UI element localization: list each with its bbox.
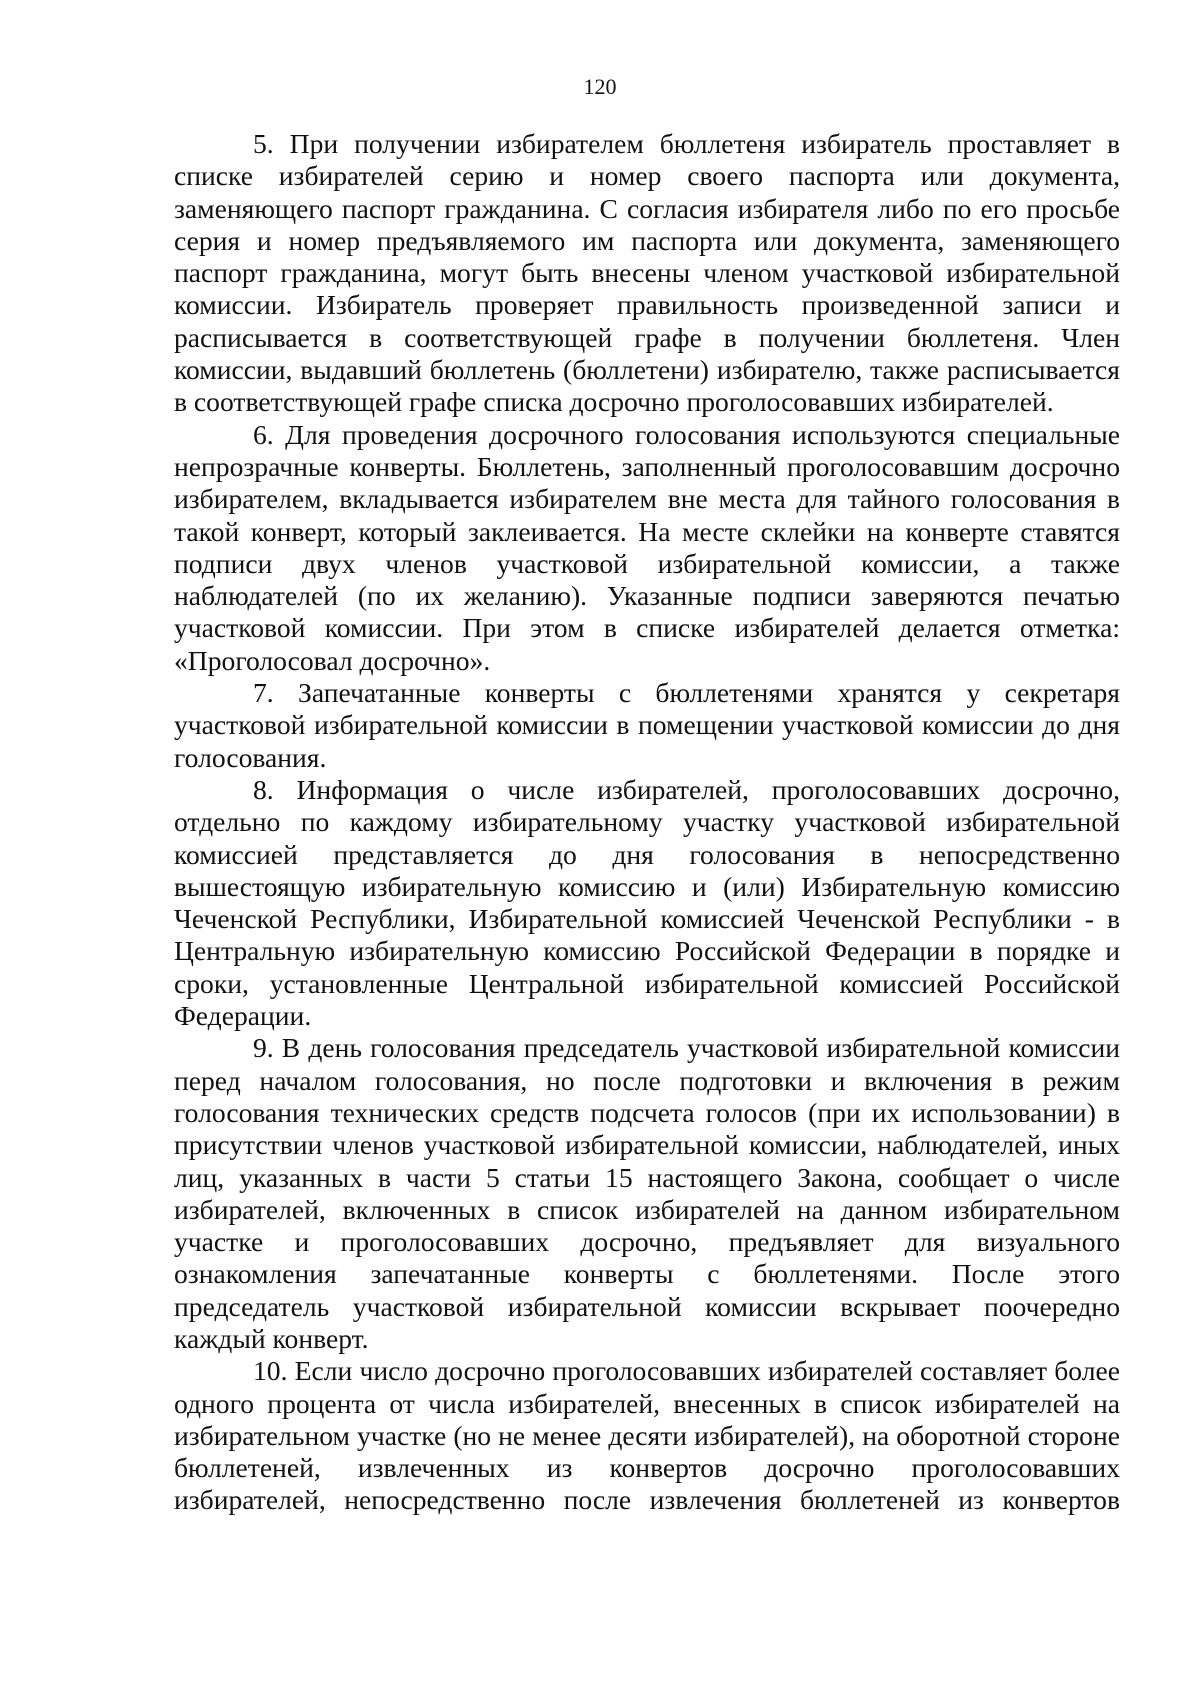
paragraph-6: 6. Для проведения досрочного голосования используются специальные непрозрачные конверты. Бюллетень, заполненный проголосовавшим досрочно избирателем, вкладывается избирателем вне места для тайного голосования в такой конверт, который заклеивается. На месте склейки на конверте ставятся подписи двух членов участковой избирательной комиссии, а также наблюдателей (по их желанию). Указанные подписи заверяются печатью участковой комиссии. При этом в списке избирателей делается отметка: «Проголосовал досрочно». [174,418,1120,676]
paragraph-5: 5. При получении избирателем бюллетеня избиратель проставляет в списке избирателей серию и номер своего паспорта или документа, заменяющего паспорт гражданина. С согласия избирателя либо по его просьбе серия и номер предъявляемого им паспорта или документа, заменяющего паспорт гражданина, могут быть внесены членом участковой избирательной комиссии. Избиратель проверяет правильность произведенной записи и расписывается в соответствующей графе в получении бюллетеня. Член комиссии, выдавший бюллетень (бюллетени) избирателю, также расписывается в соответствующей графе списка досрочно проголосовавших избирателей. [174,128,1120,418]
body-text [174,128,1120,1517]
paragraph-7: 7. Запечатанные конверты с бюллетенями хранятся у секретаря участковой избирательной комиссии в помещении участковой комиссии до дня голосования. [174,677,1120,773]
paragraph-9: 9. В день голосования председатель участковой избирательной комиссии перед началом голосования, но после подготовки и включения в режим голосования технических средств подсчета голосов (при их использовании) в присутствии членов участковой избирательной комиссии, наблюдателей, иных лиц, указанных в части 5 статьи 15 настоящего Закона, сообщает о числе избирателей, включенных в список избирателей на данном избирательном участке и проголосовавших досрочно, предъявляет для визуального ознакомления запечатанные конверты с бюллетенями. После этого председатель участковой избирательной комиссии вскрывает поочередно каждый конверт. [174,1032,1120,1354]
page-number: 120 [583,74,617,99]
paragraph-8: 8. Информация о числе избирателей, проголосовавших досрочно, отдельно по каждому избирательному участку участковой избирательной комиссией представляется до дня голосования в непосредственно вышестоящую избирательную комиссию и (или) Избирательную комиссию Чеченской Республики, Избирательной комиссией Чеченской Республики - в Центральную избирательную комиссию Российской Федерации в порядке и сроки, установленные Центральной избирательной комиссией Российской Федерации. [174,773,1120,1032]
paragraph-10: 10. Если число досрочно проголосовавших избирателей составляет более одного процента от числа избирателей, внесенных в список избирателей на избирательном участке (но не менее десяти избирателей), на оборотной стороне бюллетеней, извлеченных из конвертов досрочно проголосовавших избирателей, непосредственно после извлечения бюллетеней из конвертов [174,1355,1120,1516]
